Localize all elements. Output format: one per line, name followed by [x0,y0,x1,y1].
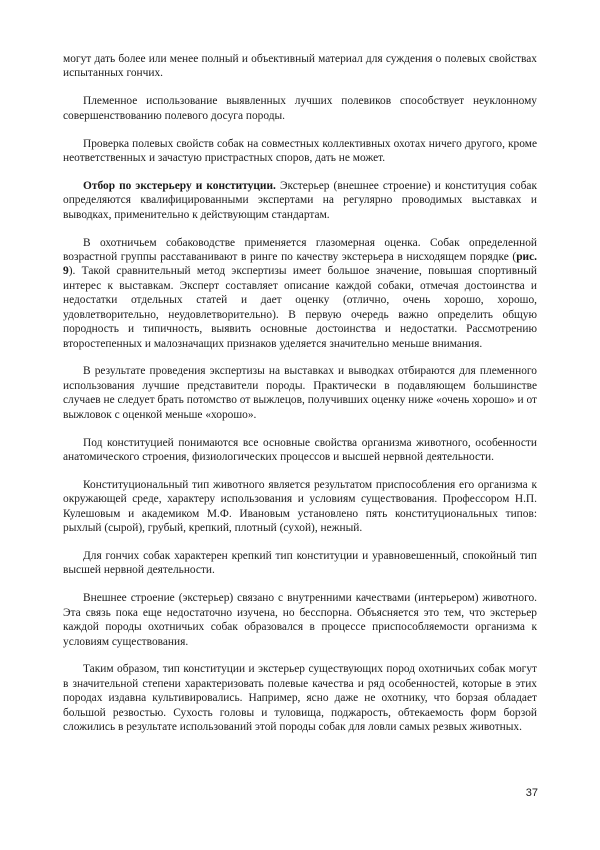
paragraph-9 [63,549,537,578]
paragraph-text: Экстерьер (внешнее строение) и конституция собак определяются квалифицированными экспертами на регулярно проводимых выставках и выводках, применительно к действующим стандартам. [63,179,537,221]
paragraph-5 [63,236,537,351]
paragraph-text: ). Такой сравнительный метод экспертизы имеет большое значение, повышая спортивный интерес к выставкам. Эксперт составляет описание каждой собаки, отмечая достоинства и недостатки отдельных статей и дает оценку (отлично, очень хорошо, хорошо, удовлетворительно, неудовлетворительно). В первую очередь важно определить общую породность и типичность, выявить основные достоинства и недостатки. Рассмотрению второстепенных и малозначащих признаков уделяется значительно меньше внимания. [63,265,537,350]
paragraph-text: Под конституцией понимаются все основные свойства организма животного, особенности анатомического строения, физиологических процессов и высшей нервной деятельности. [63,436,537,463]
paragraph-6 [63,364,537,422]
paragraph-2 [63,94,537,123]
document-page [63,52,537,748]
paragraph-text: Племенное использование выявленных лучших полевиков способствует неуклонному совершенствованию полевого досуга породы. [63,95,537,122]
paragraph-text: Внешнее строение (экстерьер) связано с внутренними качествами (интерьером) животного. Эта связь пока еще недостаточно изучена, но бесспорна. Объясняется это тем, что экстерьер каждой породы охотничьих собак образовался в процессе приспособляемости организма к условиям существования. [63,592,537,648]
section-heading-inline: Отбор по экстерьеру и конституции. [83,179,276,192]
paragraph-10 [63,591,537,649]
figure-reference: рис. 9 [63,251,537,278]
paragraph-11 [63,662,537,734]
paragraph-text: Проверка полевых свойств собак на совместных коллективных охотах ничего другого, кроме неответственных и зачастую пристрастных споров, дать не может. [63,137,537,165]
page-number: 37 [525,787,538,799]
paragraph-text: Конституциональный тип животного является результатом приспособления его организма к окружающей среде, характеру использования и условиям существования. Профессором Н.П. Кулешовым и академиком М.Ф. Ивановым установлено пять конституциональных типов: рыхлый (сырой), грубый, крепкий, плотный (сухой), нежный. [63,478,537,535]
paragraph-text: В результате проведения экспертизы на выставках и выводках отбираются для племенного использования лучшие представители породы. Практически в подавляющем большинстве случаев не следует брать потомство от выжлецов, получивших оценку ниже «очень хорошо» и от выжловок с оценкой меньше «хорошо». [63,365,537,421]
paragraph-text-before: В охотничьем собаководстве применяется глазомерная оценка. Собак определенной возрастной группы расставанивают в ринге по качеству экстерьера в нисходящем порядке ( [63,236,537,264]
paragraph-text: могут дать более или менее полный и объективный материал для суждения о полевых свойствах испытанных гончих. [63,53,537,80]
paragraph-3 [63,137,537,166]
paragraph-8 [63,478,537,536]
paragraph-text: Таким образом, тип конституции и экстерьер существующих пород охотничьих собак могут в значительной степени характеризовать полевые качества и ряд особенностей, которые в этих породах издавна культивировались. Например, ясно даже не охотнику, что борзая обладает большой резвостью. Сухость головы и туловища, поджарость, обтекаемость форм борзой сложились в результате использований этой породы собак для ловли самых резвых животных. [63,663,537,734]
paragraph-text: Для гончих собак характерен крепкий тип конституции и уравновешенный, спокойный тип высшей нервной деятельности. [63,549,537,577]
paragraph-7 [63,436,537,465]
paragraph-4 [63,179,537,222]
paragraph-1 [63,52,537,81]
